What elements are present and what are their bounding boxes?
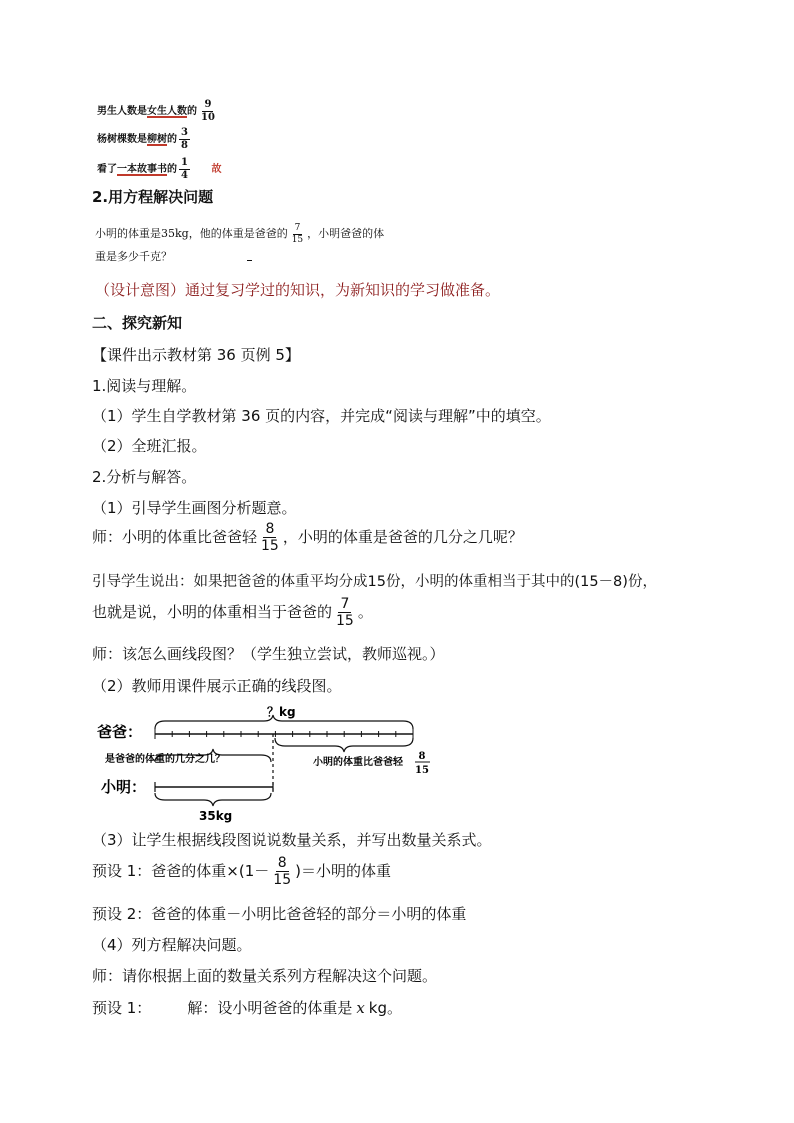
frac-den: 10 xyxy=(201,112,215,123)
text: 师：小明的体重比爸爸轻 xyxy=(92,528,258,546)
fraction xyxy=(199,100,217,123)
frac-den: 15 xyxy=(273,872,292,888)
text: 预设 1：爸爸的体重×(1－ xyxy=(92,862,270,880)
text: 预设 1： xyxy=(92,999,152,1017)
step-1-1: （1）学生自学教材第 36 页的内容，并完成“阅读与理解”中的填空。 xyxy=(92,407,551,425)
frac-num: 7 xyxy=(294,222,301,233)
word-problem-line-2: 重是多少千克？ xyxy=(95,250,172,263)
diagram-lighter-num: 8 xyxy=(418,751,426,762)
frac-den: 4 xyxy=(181,170,188,181)
lighter-brace xyxy=(275,738,413,752)
step-2-3: （3）让学生根据线段图说说数量关系，并写出数量关系式。 xyxy=(92,831,492,849)
diagram-son-weight: 35kg xyxy=(199,809,233,823)
fraction xyxy=(179,158,190,181)
preset-1 xyxy=(92,856,391,887)
review-text: 看了 xyxy=(97,164,117,175)
fraction xyxy=(271,856,293,887)
diagram-question-label: 是爸爸的体重的几分之几？ xyxy=(105,754,225,765)
diagram-son-label: 小明： xyxy=(101,778,147,796)
line-segment-diagram xyxy=(95,700,435,825)
dash-mark xyxy=(247,260,252,261)
design-intent: （设计意图）通过复习学过的知识，为新知识的学习做准备。 xyxy=(95,281,501,299)
step-2-1: （1）引导学生画图分析题意。 xyxy=(92,499,297,517)
guide-text-2 xyxy=(92,597,373,628)
step-1: 1.阅读与理解。 xyxy=(92,377,197,395)
fraction xyxy=(334,597,356,628)
frac-den: 15 xyxy=(261,538,279,554)
step-2-4: （4）列方程解决问题。 xyxy=(92,936,252,954)
problem-text: ，小明爸爸的体 xyxy=(307,227,385,240)
frac-num: 8 xyxy=(277,855,287,871)
review-text: 的 xyxy=(167,134,177,145)
frac-den: 8 xyxy=(181,140,188,151)
review-text: 杨树棵数是 xyxy=(97,134,147,145)
step-2-2: （2）教师用课件展示正确的线段图。 xyxy=(92,677,342,695)
review-text: 柳树 xyxy=(147,134,167,145)
frac-num: 9 xyxy=(204,99,212,110)
courseware-note: 【课件出示教材第 36 页例 5】 xyxy=(92,346,300,364)
review-text: 女生人数 xyxy=(147,106,187,117)
diagram-lighter-label: 小明的体重比爸爸轻 xyxy=(313,757,403,768)
teacher-question-3: 师：请你根据上面的数量关系列方程解决这个问题。 xyxy=(92,967,438,985)
step-2: 2.分析与解答。 xyxy=(92,468,197,486)
text: )＝小明的体重 xyxy=(295,862,391,880)
frac-num: 3 xyxy=(181,127,188,138)
word-problem-line-1 xyxy=(95,223,384,245)
red-mark: 故 xyxy=(211,164,222,175)
text: 也就是说，小明的体重相当于爸爸的 xyxy=(92,603,333,621)
frac-den: 15 xyxy=(336,613,354,629)
step-1-2: （2）全班汇报。 xyxy=(92,437,207,455)
fraction xyxy=(179,128,190,151)
variable-x: x xyxy=(356,999,365,1017)
text: 解：设小明爸爸的体重是 xyxy=(187,999,353,1017)
fraction xyxy=(290,224,305,245)
review-text: 的 xyxy=(167,164,177,175)
review-text: 一本故事书 xyxy=(117,164,167,175)
guide-text: 引导学生说出：如果把爸爸的体重平均分成15份，小明的体重相当于其中的(15－8)份， xyxy=(92,574,657,590)
equation-heading: 2.用方程解决问题 xyxy=(92,188,214,206)
fraction xyxy=(259,522,281,553)
preset-last xyxy=(92,997,402,1018)
review-line-2 xyxy=(97,128,192,151)
frac-num: 8 xyxy=(265,521,275,537)
problem-text: 小明的体重是35kg，他的体重是爸爸的 xyxy=(95,227,288,240)
text: ，小明的体重是爸爸的几分之几呢？ xyxy=(282,528,523,546)
frac-den: 15 xyxy=(291,234,304,245)
text: kg。 xyxy=(368,999,403,1017)
diagram-unknown-label: ？kg xyxy=(267,705,296,719)
text: 。 xyxy=(357,603,373,621)
son-weight-brace xyxy=(155,793,271,806)
preset-2: 预设 2：爸爸的体重－小明比爸爸轻的部分＝小明的体重 xyxy=(92,905,467,923)
diagram-dad-label: 爸爸： xyxy=(97,723,143,741)
teacher-question-2: 师：该怎么画线段图？（学生独立尝试，教师巡视。） xyxy=(92,645,445,663)
review-line-3 xyxy=(97,158,221,181)
diagram-lighter-den: 15 xyxy=(415,765,429,776)
teacher-question-1 xyxy=(92,522,523,553)
frac-num: 7 xyxy=(340,596,350,612)
review-text: 的 xyxy=(187,106,197,117)
section-two-heading: 二、探究新知 xyxy=(92,314,183,332)
review-line-1 xyxy=(97,100,219,123)
frac-num: 1 xyxy=(181,157,188,168)
review-text: 男生人数是 xyxy=(97,106,147,117)
